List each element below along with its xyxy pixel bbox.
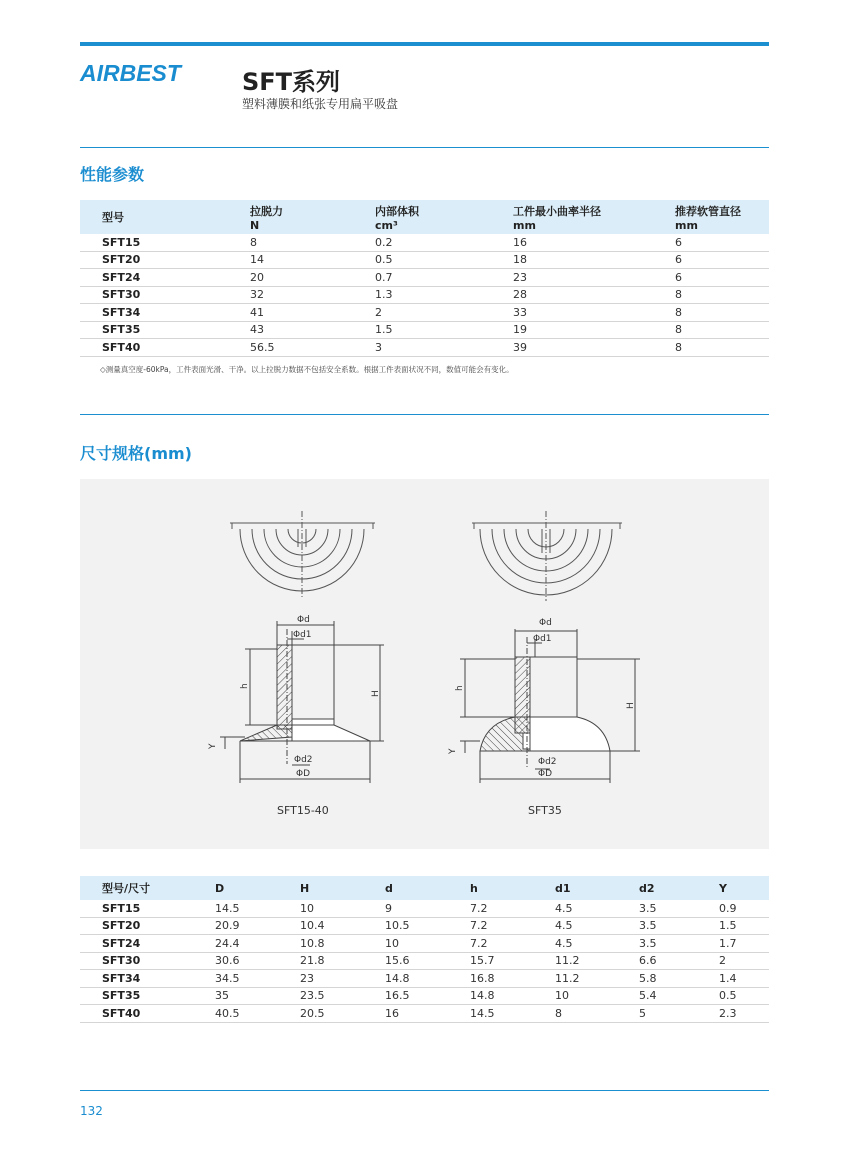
dim-label-D: ΦD (538, 769, 553, 779)
performance-note: ◇测量真空度-60kPa，工件表面光滑、干净。以上拉脱力数据不包括安全系数。根据工件表面状况不同，数值可能会有变化。 (100, 365, 514, 374)
table-cell: 11.2 (555, 970, 639, 988)
table-row (80, 286, 769, 304)
table-row (80, 251, 769, 269)
dim-label-Y: Y (448, 748, 458, 754)
table-cell: 4.5 (555, 917, 639, 935)
drawing-caption-sft35: SFT35 (528, 804, 562, 817)
table-row (80, 304, 769, 322)
table-cell: 0.7 (375, 269, 513, 287)
performance-section-title: 性能参数 (80, 165, 145, 184)
table-cell: 6 (675, 269, 769, 287)
table-row (80, 987, 769, 1005)
dim-label-d1: Φd1 (533, 634, 552, 644)
dim-label-d2: Φd2 (294, 755, 313, 765)
table-cell: 43 (250, 321, 375, 339)
table-cell: 0.2 (375, 234, 513, 251)
table-cell: 6 (675, 251, 769, 269)
page-number: 132 (80, 1104, 103, 1118)
table-cell: 10.4 (300, 917, 385, 935)
header-cell: 拉脱力 N (250, 204, 283, 232)
table-row (80, 339, 769, 357)
header-cell: d (385, 881, 393, 895)
header-cell: H (300, 881, 310, 895)
table-cell: 14.5 (470, 1005, 555, 1023)
header-cell: h (470, 881, 478, 895)
table-row (80, 970, 769, 988)
table-cell: 32 (250, 286, 375, 304)
dim-label-d1: Φd1 (293, 630, 312, 640)
table-cell: 8 (250, 234, 375, 251)
table-cell: 0.9 (719, 900, 769, 917)
table-cell: 3.5 (639, 900, 719, 917)
table-cell: 8 (675, 321, 769, 339)
technical-drawings (80, 479, 769, 849)
table-row (80, 900, 769, 917)
table-cell: 5.4 (639, 987, 719, 1005)
header-cell: D (215, 881, 225, 895)
table-cell: 24.4 (215, 935, 300, 953)
table-cell: 2 (375, 304, 513, 322)
dimensions-header-row (80, 876, 769, 900)
table-cell: 14.8 (470, 987, 555, 1005)
table-cell: 56.5 (250, 339, 375, 357)
table-cell: 7.2 (470, 935, 555, 953)
section-divider (80, 414, 769, 415)
model-cell: SFT30 (80, 952, 215, 970)
dimensions-table (80, 876, 769, 1023)
table-cell: 2 (719, 952, 769, 970)
table-cell: 10 (555, 987, 639, 1005)
table-cell: 41 (250, 304, 375, 322)
table-row (80, 1005, 769, 1023)
model-cell: SFT30 (80, 286, 250, 304)
table-cell: 16 (385, 1005, 470, 1023)
table-cell: 20 (250, 269, 375, 287)
table-cell: 6.6 (639, 952, 719, 970)
table-cell: 33 (513, 304, 675, 322)
model-cell: SFT40 (80, 1005, 215, 1023)
performance-table (80, 200, 769, 357)
model-cell: SFT34 (80, 304, 250, 322)
model-cell: SFT24 (80, 935, 215, 953)
table-cell: 10 (300, 900, 385, 917)
table-row (80, 917, 769, 935)
performance-header-row (80, 200, 769, 234)
table-row (80, 935, 769, 953)
dim-label-d2: Φd2 (538, 757, 557, 767)
table-cell: 3.5 (639, 935, 719, 953)
table-cell: 14.8 (385, 970, 470, 988)
table-row (80, 321, 769, 339)
header-cell: d1 (555, 881, 571, 895)
table-cell: 21.8 (300, 952, 385, 970)
header-cell: 内部体积 cm³ (375, 204, 419, 232)
table-cell: 35 (215, 987, 300, 1005)
model-cell: SFT35 (80, 987, 215, 1005)
footer-divider (80, 1090, 769, 1091)
table-cell: 30.6 (215, 952, 300, 970)
table-cell: 1.5 (719, 917, 769, 935)
table-row (80, 952, 769, 970)
table-cell: 23 (513, 269, 675, 287)
table-cell: 15.7 (470, 952, 555, 970)
table-cell: 3.5 (639, 917, 719, 935)
dimensions-section-title: 尺寸规格(mm) (80, 444, 192, 463)
dim-label-Y: Y (208, 743, 218, 749)
model-cell: SFT15 (80, 900, 215, 917)
table-cell: 18 (513, 251, 675, 269)
table-cell: 0.5 (375, 251, 513, 269)
table-cell: 28 (513, 286, 675, 304)
series-title: SFT系列 (242, 68, 341, 96)
table-cell: 20.5 (300, 1005, 385, 1023)
table-cell: 23.5 (300, 987, 385, 1005)
top-accent-bar (80, 42, 769, 46)
table-cell: 4.5 (555, 900, 639, 917)
table-cell: 14 (250, 251, 375, 269)
table-cell: 8 (675, 339, 769, 357)
section-divider (80, 147, 769, 148)
table-cell: 16.8 (470, 970, 555, 988)
dim-label-H: H (626, 702, 636, 709)
drawing-panel (80, 479, 769, 849)
table-cell: 40.5 (215, 1005, 300, 1023)
table-cell: 16.5 (385, 987, 470, 1005)
dim-label-d: Φd (539, 618, 552, 628)
header-cell: 推荐软管直径 mm (675, 204, 741, 232)
table-cell: 10 (385, 935, 470, 953)
model-cell: SFT24 (80, 269, 250, 287)
table-cell: 1.3 (375, 286, 513, 304)
table-cell: 5.8 (639, 970, 719, 988)
table-cell: 15.6 (385, 952, 470, 970)
model-cell: SFT20 (80, 251, 250, 269)
model-cell: SFT40 (80, 339, 250, 357)
model-cell: SFT35 (80, 321, 250, 339)
table-cell: 2.3 (719, 1005, 769, 1023)
dim-label-d: Φd (297, 615, 310, 625)
table-cell: 14.5 (215, 900, 300, 917)
sft15-40-dimension-labels (208, 615, 381, 779)
table-cell: 9 (385, 900, 470, 917)
sft35-top-view (472, 511, 622, 601)
model-cell: SFT20 (80, 917, 215, 935)
table-cell: 5 (639, 1005, 719, 1023)
table-cell: 39 (513, 339, 675, 357)
table-cell: 8 (675, 304, 769, 322)
table-cell: 1.4 (719, 970, 769, 988)
model-cell: SFT34 (80, 970, 215, 988)
table-cell: 19 (513, 321, 675, 339)
dim-label-h: h (455, 685, 465, 691)
table-cell: 10.8 (300, 935, 385, 953)
brand-logo: AIRBEST (80, 60, 181, 86)
table-cell: 8 (675, 286, 769, 304)
table-cell: 1.5 (375, 321, 513, 339)
table-row (80, 234, 769, 251)
table-cell: 3 (375, 339, 513, 357)
table-cell: 7.2 (470, 900, 555, 917)
header-cell: 工件最小曲率半径 mm (513, 204, 601, 232)
series-subtitle: 塑料薄膜和纸张专用扁平吸盘 (242, 97, 399, 111)
table-cell: 20.9 (215, 917, 300, 935)
sft15-40-top-view (230, 511, 375, 597)
dim-label-D: ΦD (296, 769, 311, 779)
header-cell: 型号/尺寸 (102, 882, 151, 895)
model-cell: SFT15 (80, 234, 250, 251)
table-cell: 1.7 (719, 935, 769, 953)
table-cell: 10.5 (385, 917, 470, 935)
table-cell: 7.2 (470, 917, 555, 935)
sft35-dimension-labels (448, 618, 636, 779)
table-cell: 34.5 (215, 970, 300, 988)
table-row (80, 269, 769, 287)
table-cell: 6 (675, 234, 769, 251)
header-cell: 型号 (102, 211, 124, 224)
table-cell: 4.5 (555, 935, 639, 953)
drawing-caption-sft15-40: SFT15-40 (277, 804, 329, 817)
table-cell: 0.5 (719, 987, 769, 1005)
table-cell: 11.2 (555, 952, 639, 970)
table-cell: 16 (513, 234, 675, 251)
header-cell: d2 (639, 881, 655, 895)
dim-label-H: H (371, 690, 381, 697)
dim-label-h: h (240, 683, 250, 689)
table-cell: 8 (555, 1005, 639, 1023)
header-cell: Y (719, 881, 727, 895)
table-cell: 23 (300, 970, 385, 988)
